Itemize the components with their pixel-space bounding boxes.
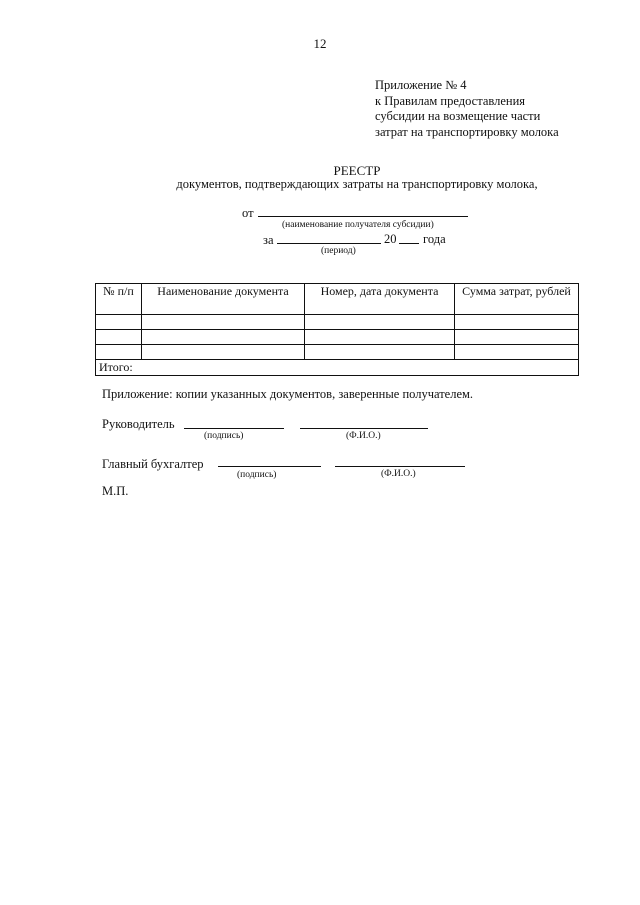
table-cell: [142, 315, 305, 330]
table-cell: [455, 345, 579, 360]
appendix-line-3: субсидии на возмещение части: [375, 109, 541, 123]
total-label: Итого:: [96, 360, 579, 376]
table-total-row: [96, 360, 579, 376]
attachment-note: Приложение: копии указанных документов, заверенные получателем.: [102, 387, 474, 401]
head-label: Руководитель: [102, 417, 175, 431]
table-cell: [305, 345, 455, 360]
accountant-name-caption: (Ф.И.О.): [381, 469, 416, 479]
head-signature-line: [184, 428, 284, 429]
table-row: [96, 315, 579, 330]
recipient-line: [258, 216, 468, 217]
table-cell: [96, 330, 142, 345]
appendix-line-1: Приложение № 4: [375, 78, 467, 92]
table-cell: [142, 330, 305, 345]
document-title: РЕЕСТР: [333, 163, 381, 178]
period-prefix: за: [263, 233, 274, 247]
table-cell: [305, 315, 455, 330]
column-header-document-name: Наименование документа: [142, 284, 305, 315]
column-header-sum: Сумма затрат, рублей: [455, 284, 579, 315]
table-cell: [455, 330, 579, 345]
table-cell: [96, 345, 142, 360]
table-header-row: [96, 284, 579, 315]
appendix-line-4: затрат на транспортировку молока: [375, 124, 559, 139]
period-year-prefix: 20: [384, 232, 397, 246]
from-label: от: [242, 206, 254, 220]
table-row: [96, 345, 579, 360]
table-cell: [455, 315, 579, 330]
appendix-block: [375, 78, 559, 140]
column-header-number: № п/п: [96, 284, 142, 315]
document-subtitle: документов, подтверждающих затраты на транспортировку молока,: [176, 177, 538, 191]
accountant-name-line: [335, 466, 465, 467]
head-name-line: [300, 428, 428, 429]
register-table: [95, 283, 579, 376]
table-cell: [96, 315, 142, 330]
table-row: [96, 330, 579, 345]
appendix-line-2: к Правилам предоставления: [375, 93, 526, 108]
column-header-number-date: Номер, дата документа: [305, 284, 455, 315]
period-line: [277, 243, 381, 244]
period-caption: (период): [321, 246, 356, 256]
stamp-label: М.П.: [102, 484, 129, 498]
table-cell: [305, 330, 455, 345]
recipient-caption: (наименование получателя субсидии): [282, 220, 434, 230]
accountant-signature-line: [218, 466, 321, 467]
head-signature-caption: (подпись): [204, 431, 244, 441]
page-number: 12: [313, 36, 327, 51]
period-suffix: года: [423, 232, 446, 246]
table-cell: [142, 345, 305, 360]
year-line: [399, 243, 419, 244]
head-name-caption: (Ф.И.О.): [346, 431, 381, 441]
accountant-signature-caption: (подпись): [237, 470, 277, 480]
accountant-label: Главный бухгалтер: [102, 457, 204, 471]
